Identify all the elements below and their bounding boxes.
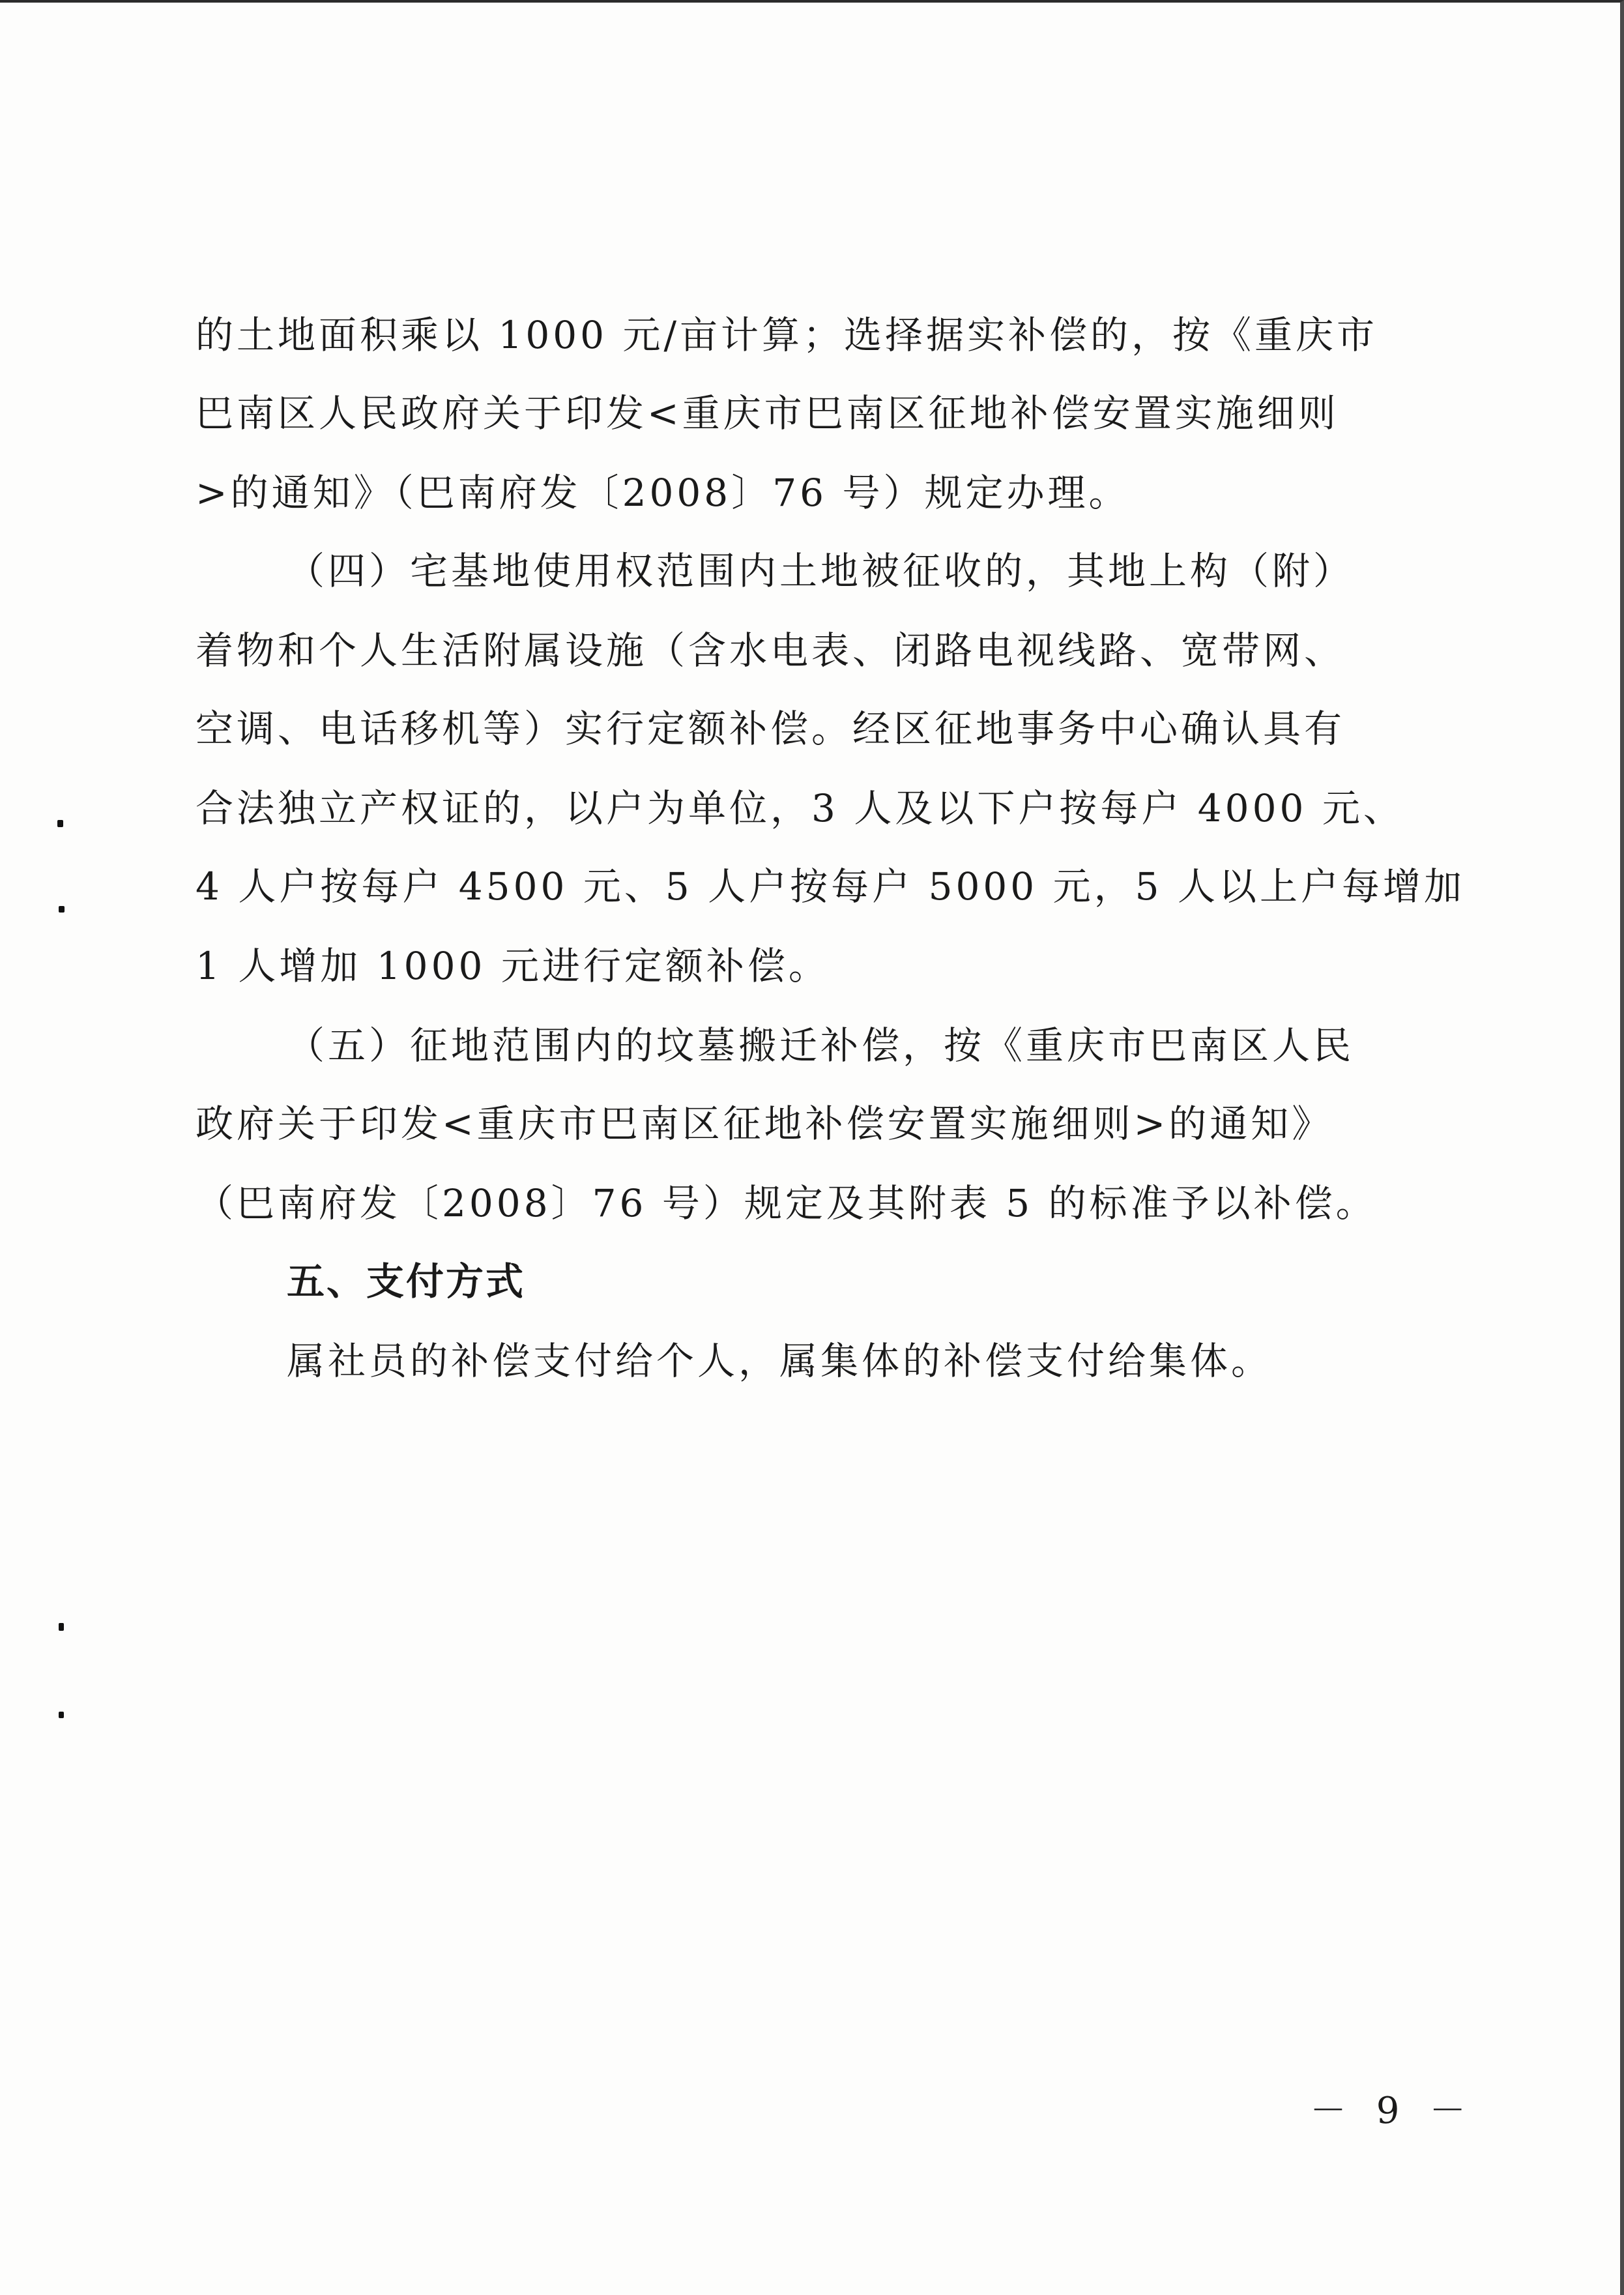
body-line-5: 着物和个人生活附属设施（含水电表、闭路电视线路、宽带网、 <box>196 628 1346 673</box>
body-line-12: （巴南府发〔2008〕76 号）规定及其附表 5 的标准予以补偿。 <box>196 1181 1377 1225</box>
scan-speck <box>59 1712 64 1718</box>
body-line-10: （五）征地范围内的坟墓搬迁补偿，按《重庆市巴南区人民 <box>287 1023 1355 1068</box>
page-number: － 9 － <box>1310 2090 1475 2132</box>
section-heading: 五、支付方式 <box>287 1259 526 1304</box>
scan-speck <box>59 906 65 913</box>
body-line-9: 1 人增加 1000 元进行定额补偿。 <box>196 944 830 988</box>
body-line-11: 政府关于印发<重庆市巴南区征地补偿安置实施细则>的通知》 <box>196 1102 1333 1146</box>
body-line-8: 4 人户按每户 4500 元、5 人户按每户 5000 元，5 人以上户每增加 <box>196 864 1465 909</box>
body-line-7: 合法独立产权证的，以户为单位，3 人及以下户按每户 4000 元、 <box>196 786 1404 830</box>
section-body: 属社员的补偿支付给个人，属集体的补偿支付给集体。 <box>287 1339 1273 1383</box>
body-line-2: 巴南区人民政府关于印发<重庆市巴南区征地补偿安置实施细则 <box>196 391 1339 435</box>
scan-speck <box>57 820 63 827</box>
body-line-4: （四）宅基地使用权范围内土地被征收的，其地上构（附） <box>287 549 1355 593</box>
body-line-1: 的土地面积乘以 1000 元/亩计算；选择据实补偿的，按《重庆市 <box>196 313 1378 357</box>
scan-speck <box>59 1623 64 1631</box>
body-line-6: 空调、电话移机等）实行定额补偿。经区征地事务中心确认具有 <box>196 707 1346 751</box>
body-line-3: >的通知》（巴南府发〔2008〕76 号）规定办理。 <box>196 471 1130 515</box>
